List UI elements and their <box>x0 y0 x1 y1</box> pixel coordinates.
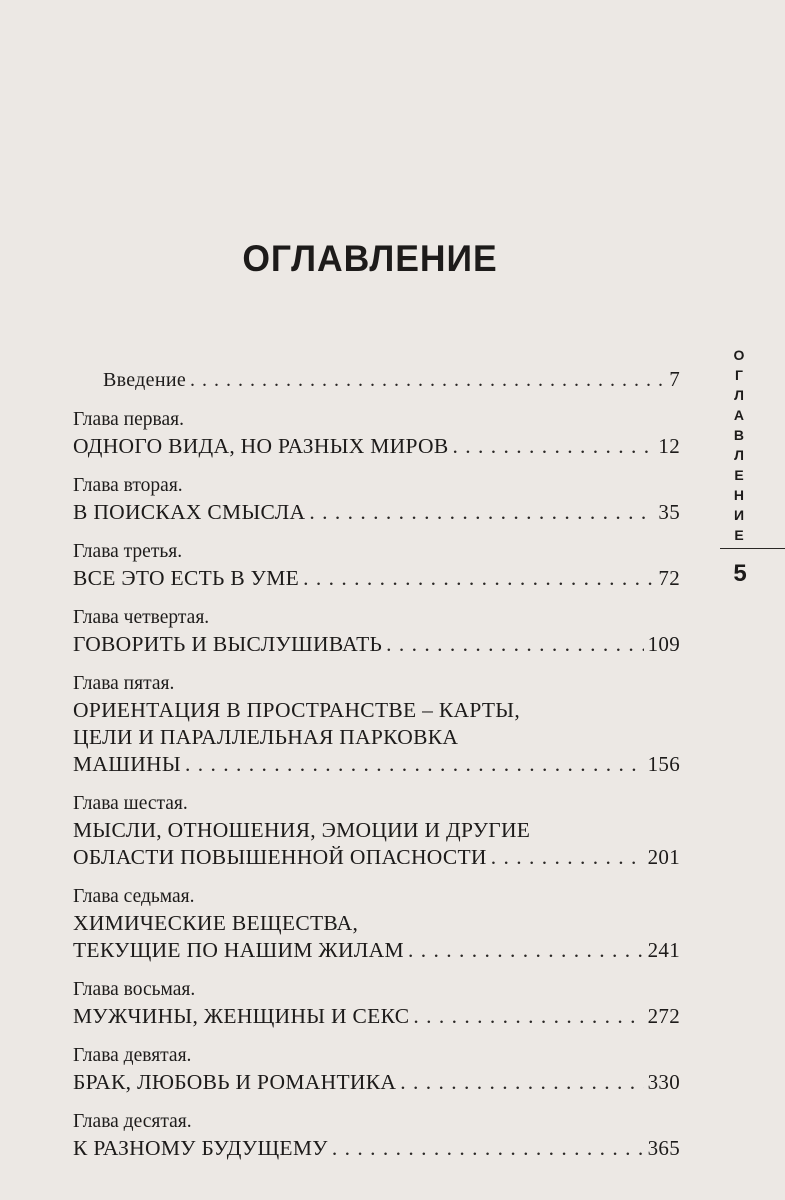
toc-page-number: 12 <box>658 434 680 458</box>
side-divider <box>720 548 785 549</box>
toc-entry[interactable] <box>73 539 680 592</box>
toc-entry[interactable] <box>73 605 680 658</box>
toc-entry[interactable] <box>73 1043 680 1096</box>
leader-dots <box>303 565 654 592</box>
toc-chapter-number: Глава вторая. <box>73 475 183 496</box>
toc-chapter-title: МАШИНЫ <box>73 752 181 776</box>
toc-chapter-title: ВСЕ ЭТО ЕСТЬ В УМЕ <box>73 566 300 590</box>
toc-chapter-number: Глава первая. <box>73 409 184 430</box>
toc-entry[interactable] <box>73 977 680 1030</box>
toc-title-line <box>73 937 680 964</box>
toc-intro-entry[interactable] <box>73 366 680 394</box>
toc-page-number: 35 <box>658 500 680 524</box>
toc-chapter-title: БРАК, ЛЮБОВЬ И РОМАНТИКА <box>73 1070 397 1094</box>
side-label-text: О Г Л А В Л Е Н И Е <box>733 347 745 543</box>
toc-page-number: 365 <box>647 1136 680 1160</box>
toc-intro-label: Введение <box>103 369 187 391</box>
toc-chapter-title: ХИМИЧЕСКИЕ ВЕЩЕСТВА, <box>73 911 359 935</box>
page-number: 5 <box>733 560 747 587</box>
toc-title-line <box>73 433 680 460</box>
leader-dots <box>400 1069 643 1096</box>
leader-dots <box>185 751 644 778</box>
toc-chapter-title: МЫСЛИ, ОТНОШЕНИЯ, ЭМОЦИИ И ДРУГИЕ <box>73 818 531 842</box>
leader-dots <box>190 367 665 394</box>
toc-chapter-number: Глава десятая. <box>73 1111 192 1132</box>
toc-page-number: 330 <box>647 1070 680 1094</box>
toc-title-line <box>73 1003 680 1030</box>
leader-dots <box>386 631 643 658</box>
toc-entry[interactable] <box>73 407 680 460</box>
toc-page-number: 72 <box>658 566 680 590</box>
toc-entry[interactable] <box>73 473 680 526</box>
toc-chapter-title: В ПОИСКАХ СМЫСЛА <box>73 500 306 524</box>
toc-chapter-number: Глава шестая. <box>73 793 188 814</box>
table-of-contents <box>73 366 680 1162</box>
toc-chapter-number: Глава седьмая. <box>73 886 195 907</box>
toc-title-line <box>73 844 680 871</box>
toc-chapter-title: ОДНОГО ВИДА, НО РАЗНЫХ МИРОВ <box>73 434 449 458</box>
toc-title-line <box>73 751 680 778</box>
toc-chapter-title: ТЕКУЩИЕ ПО НАШИМ ЖИЛАМ <box>73 938 404 962</box>
toc-page-number: 156 <box>647 752 680 776</box>
toc-chapter-title: ГОВОРИТЬ И ВЫСЛУШИВАТЬ <box>73 632 383 656</box>
toc-chapter-title: МУЖЧИНЫ, ЖЕНЩИНЫ И СЕКС <box>73 1004 410 1028</box>
toc-chapter-number: Глава пятая. <box>73 673 175 694</box>
toc-chapter-title: ОРИЕНТАЦИЯ В ПРОСТРАНСТВЕ – КАРТЫ, <box>73 698 521 722</box>
toc-chapter-number: Глава третья. <box>73 541 183 562</box>
toc-chapter-number: Глава девятая. <box>73 1045 192 1066</box>
leader-dots <box>453 433 655 460</box>
side-section-label <box>730 345 748 545</box>
toc-chapter-title: ЦЕЛИ И ПАРАЛЛЕЛЬНАЯ ПАРКОВКА <box>73 725 459 749</box>
leader-dots <box>413 1003 643 1030</box>
toc-entry[interactable] <box>73 1109 680 1162</box>
toc-title-line <box>73 1069 680 1096</box>
leader-dots <box>491 844 644 871</box>
toc-page-number: 201 <box>647 845 680 869</box>
toc-title-line <box>73 631 680 658</box>
toc-chapter-list <box>73 407 680 1162</box>
toc-page-number: 241 <box>647 938 680 962</box>
toc-chapter-title: К РАЗНОМУ БУДУЩЕМУ <box>73 1136 328 1160</box>
page-title: ОГЛАВЛЕНИЕ <box>242 238 498 279</box>
toc-chapter-title: ОБЛАСТИ ПОВЫШЕННОЙ ОПАСНОСТИ <box>73 845 487 869</box>
toc-title-line <box>73 499 680 526</box>
toc-page-number: 109 <box>647 632 680 656</box>
toc-entry[interactable] <box>73 791 680 871</box>
toc-entry[interactable] <box>73 884 680 964</box>
toc-chapter-number: Глава четвертая. <box>73 607 210 628</box>
toc-title-line <box>73 565 680 592</box>
toc-chapter-number: Глава восьмая. <box>73 979 196 1000</box>
leader-dots <box>332 1135 644 1162</box>
toc-title-line <box>73 1135 680 1162</box>
toc-intro-page: 7 <box>669 367 680 391</box>
leader-dots <box>408 937 644 964</box>
leader-dots <box>309 499 654 526</box>
toc-page-number: 272 <box>647 1004 680 1028</box>
toc-entry[interactable] <box>73 671 680 778</box>
